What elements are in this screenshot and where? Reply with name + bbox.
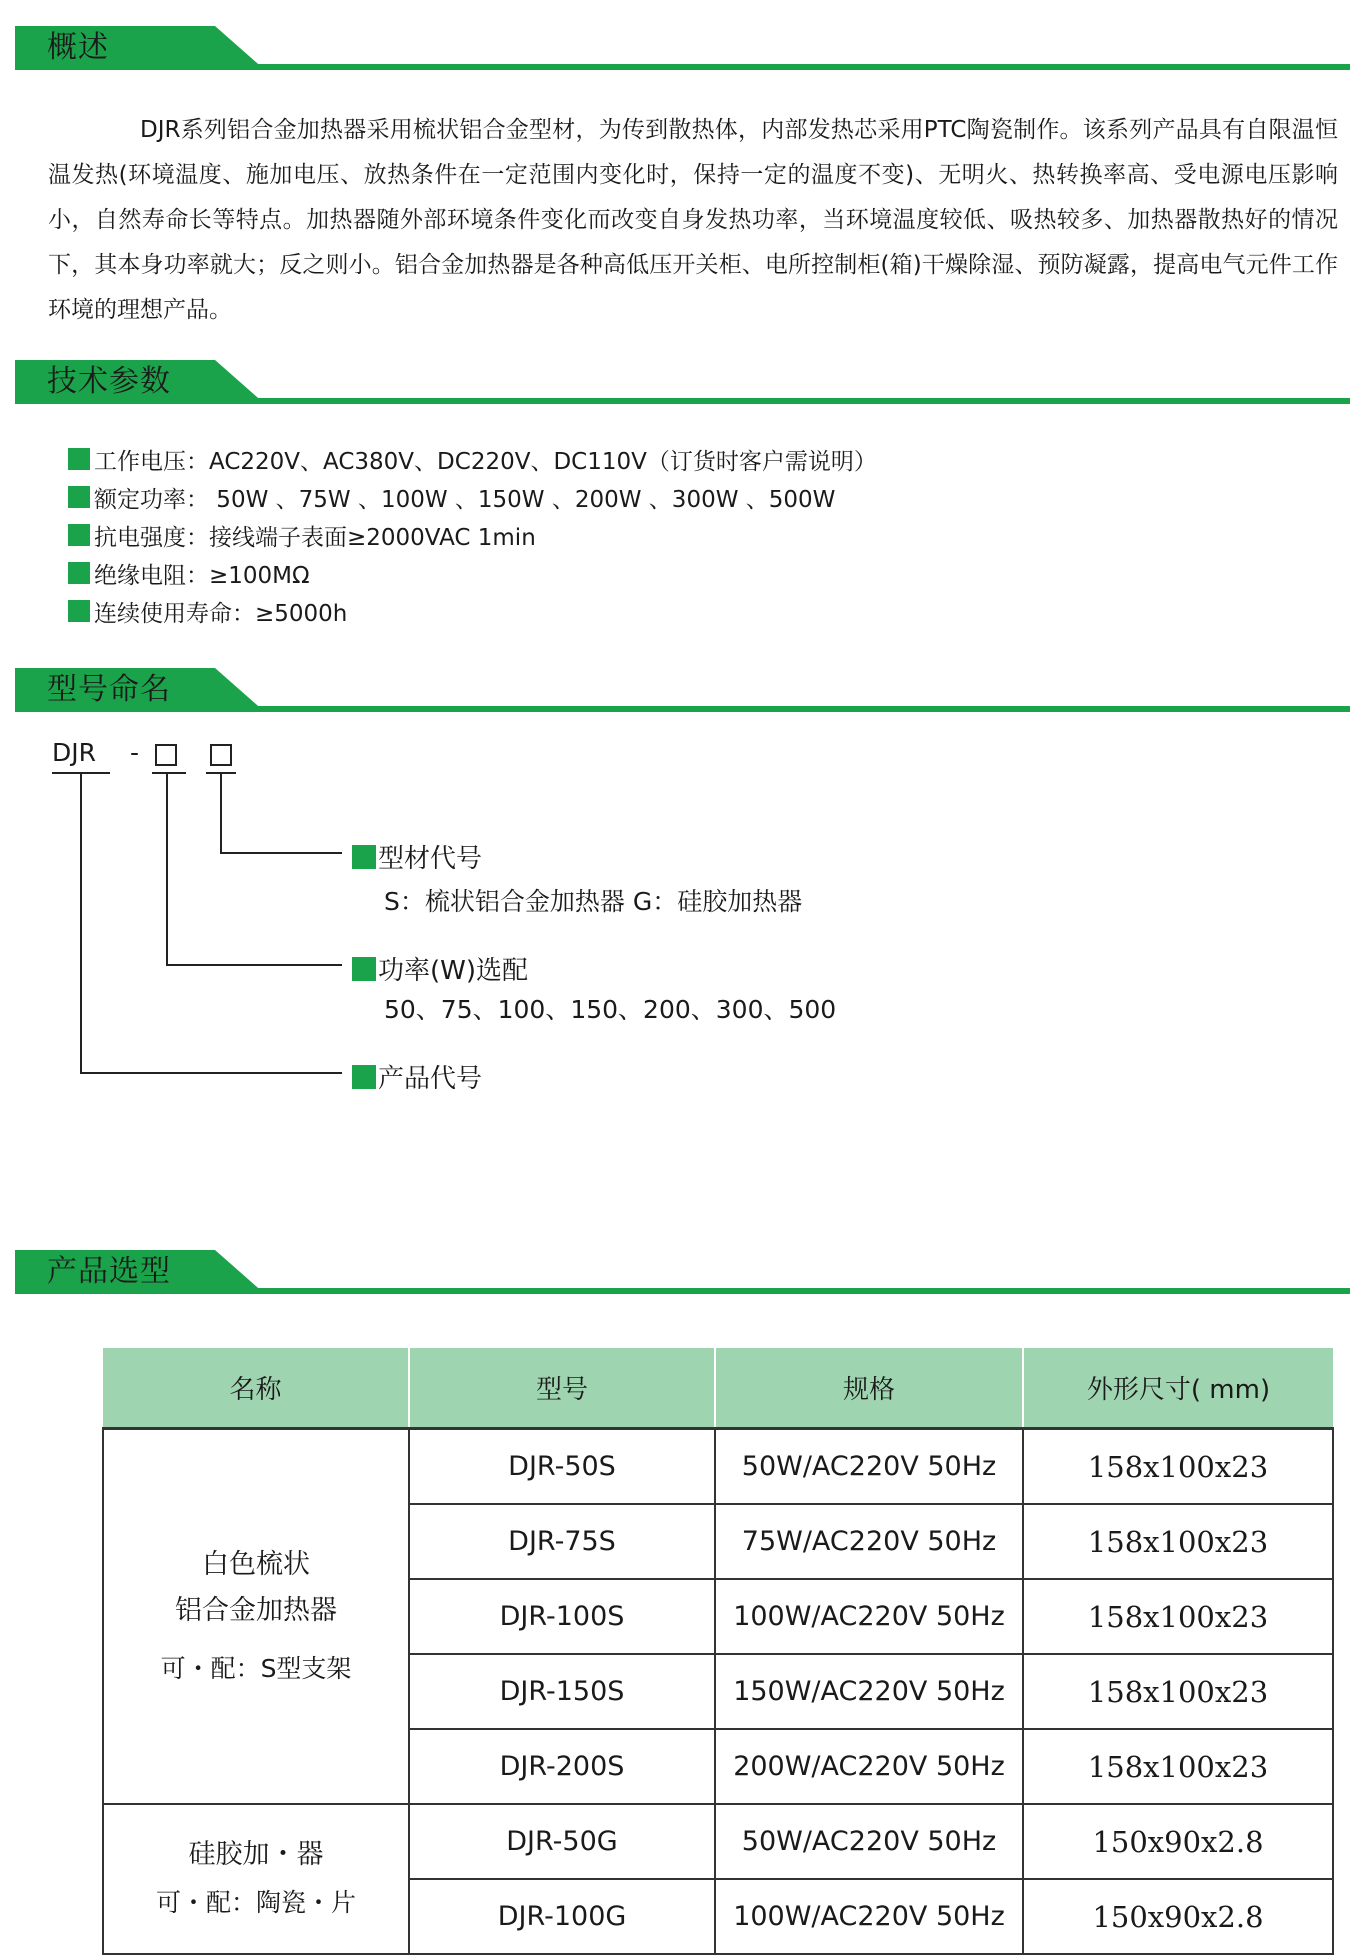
- section-title: 产品选型: [47, 1254, 171, 1289]
- param-item: [68, 516, 877, 554]
- green-square-bullet-icon: [68, 562, 90, 584]
- section-title: 技术参数: [47, 364, 171, 399]
- spec-cell: 100W/AC220V 50Hz: [715, 1579, 1023, 1654]
- param-item: [68, 592, 877, 630]
- param-text: 连续使用寿命：≥5000h: [94, 600, 348, 627]
- dimension-cell: 158x100x23: [1023, 1729, 1333, 1804]
- power-option-label: 功率(W)选配: [352, 950, 528, 987]
- section-header-rule: [15, 64, 1350, 70]
- material-placeholder-box: [210, 744, 232, 766]
- dimension-cell: 158x100x23: [1023, 1504, 1333, 1579]
- table-header-row: [103, 1348, 1333, 1429]
- dimension-cell: 158x100x23: [1023, 1579, 1333, 1654]
- power-option-values: 50、75、100、150、200、300、500: [384, 995, 837, 1024]
- product-name-line: 铝合金加热器: [175, 1594, 337, 1626]
- params-list: [68, 440, 877, 630]
- green-square-bullet-icon: [352, 1065, 376, 1089]
- model-cell: DJR-100S: [409, 1579, 715, 1654]
- power-placeholder-box: [155, 744, 177, 766]
- section-title: 型号命名: [47, 672, 171, 707]
- naming-prefix: DJR: [52, 738, 96, 767]
- section-header-overview: [15, 26, 1350, 70]
- column-header: 名称: [103, 1348, 409, 1429]
- green-square-bullet-icon: [352, 957, 376, 981]
- material-connector: [220, 852, 342, 854]
- column-header: 外形尺寸( mm): [1023, 1348, 1333, 1429]
- spec-cell: 75W/AC220V 50Hz: [715, 1504, 1023, 1579]
- spec-cell: 200W/AC220V 50Hz: [715, 1729, 1023, 1804]
- model-cell: DJR-75S: [409, 1504, 715, 1579]
- model-cell: DJR-50G: [409, 1804, 715, 1879]
- column-header: 规格: [715, 1348, 1023, 1429]
- section-header-rule: [15, 398, 1350, 404]
- param-text: 抗电强度：接线端子表面≥2000VAC 1min: [94, 524, 536, 551]
- green-square-bullet-icon: [68, 600, 90, 622]
- model-cell: DJR-100G: [409, 1879, 715, 1954]
- power-connector: [166, 772, 168, 966]
- material-underline: [206, 772, 236, 774]
- section-header-selection: [15, 1250, 1350, 1294]
- model-cell: DJR-200S: [409, 1729, 715, 1804]
- naming-dash: -: [130, 738, 140, 767]
- table-row: [103, 1429, 1333, 1505]
- dimension-cell: 158x100x23: [1023, 1429, 1333, 1505]
- spec-cell: 150W/AC220V 50Hz: [715, 1654, 1023, 1729]
- section-header-rule: [15, 1288, 1350, 1294]
- param-item: [68, 478, 877, 516]
- product-code-label: 产品代号: [352, 1058, 482, 1095]
- material-code-options: S：梳状铝合金加热器 G：硅胶加热器: [384, 887, 803, 916]
- product-name-line: 硅胶加・器: [188, 1839, 324, 1870]
- product-connector: [80, 1072, 342, 1074]
- section-header-rule: [15, 706, 1350, 712]
- product-name-cell: [103, 1429, 409, 1805]
- param-text: 工作电压：AC220V、AC380V、DC220V、DC110V（订货时客户需说明）: [94, 448, 877, 475]
- product-name-cell: [103, 1804, 409, 1954]
- param-item: [68, 440, 877, 478]
- dimension-cell: 150x90x2.8: [1023, 1804, 1333, 1879]
- overview-paragraph: DJR系列铝合金加热器采用梳状铝合金型材，为传到散热体，内部发热芯采用PTC陶瓷制作。该系列产品具有自限温恒温发热(环境温度、施加电压、放热条件在一定范围内变化时，保持一定的温度不变)、无明火、热转换率高、受电源电压影响小，自然寿命长等特点。加热器随外部环境条件变化而改变自身发热功率，当环境温度较低、吸热较多、加热器散热好的情况下，其本身功率就大；反之则小。铝合金加热器是各种高低压开关柜、电所控制柜(箱)干燥除湿、预防凝露，提高电气元件工作环境的理想产品。: [48, 117, 1338, 323]
- product-connector: [80, 772, 82, 1074]
- product-name-line: 白色梳状: [202, 1548, 310, 1580]
- model-cell: DJR-50S: [409, 1429, 715, 1505]
- product-selection-table: [102, 1348, 1332, 1955]
- material-code-label: 型材代号: [352, 838, 482, 875]
- green-square-bullet-icon: [352, 845, 376, 869]
- power-connector: [166, 964, 342, 966]
- green-square-bullet-icon: [68, 448, 90, 470]
- product-accessory-note: 可・配：陶瓷・片: [155, 1888, 356, 1917]
- model-cell: DJR-150S: [409, 1654, 715, 1729]
- column-header: 型号: [409, 1348, 715, 1429]
- section-title: 概述: [47, 30, 109, 65]
- green-square-bullet-icon: [68, 524, 90, 546]
- prefix-underline: [52, 772, 110, 774]
- dimension-cell: 158x100x23: [1023, 1654, 1333, 1729]
- section-header-params: [15, 360, 1350, 404]
- green-square-bullet-icon: [68, 486, 90, 508]
- spec-cell: 100W/AC220V 50Hz: [715, 1879, 1023, 1954]
- product-accessory-note: 可・配：S型支架: [160, 1653, 352, 1683]
- param-text: 额定功率： 50W 、75W 、100W 、150W 、200W 、300W 、500W: [94, 486, 836, 513]
- spec-cell: 50W/AC220V 50Hz: [715, 1429, 1023, 1505]
- spec-cell: 50W/AC220V 50Hz: [715, 1804, 1023, 1879]
- section-header-naming: [15, 668, 1350, 712]
- dimension-cell: 150x90x2.8: [1023, 1879, 1333, 1954]
- table-row: [103, 1804, 1333, 1879]
- param-item: [68, 554, 877, 592]
- material-connector: [220, 772, 222, 854]
- param-text: 绝缘电阻：≥100MΩ: [94, 562, 310, 589]
- power-underline: [152, 772, 186, 774]
